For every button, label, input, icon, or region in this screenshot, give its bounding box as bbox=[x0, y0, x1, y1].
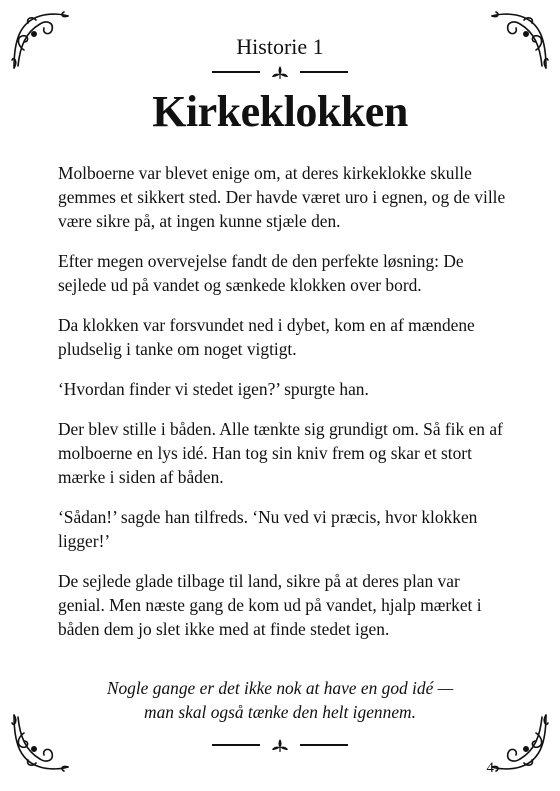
paragraph: ‘Sådan!’ sagde han tilfreds. ‘Nu ved vi præcis, hvor klokken ligger!’ bbox=[58, 507, 478, 551]
top-divider bbox=[0, 65, 560, 79]
divider-line bbox=[300, 71, 348, 73]
story-number-label: Historie 1 bbox=[236, 34, 324, 59]
story-body bbox=[58, 161, 510, 657]
paragraph: ‘Hvordan finder vi stedet igen?’ spurgte han. bbox=[58, 379, 369, 399]
paragraph: Efter megen overvejelse fandt de den perfekte løsning: De sejlede ud på vandet og sænkede klokken over bord. bbox=[58, 251, 464, 295]
divider-line bbox=[212, 744, 260, 746]
moral-line: Nogle gange er det ikke nok at have en god idé — bbox=[106, 678, 454, 698]
divider-line bbox=[212, 71, 260, 73]
paragraph: Der blev stille i båden. Alle tænkte sig grundigt om. Så fik en af molboerne en lys idé. Han tog sin kniv frem og skar et stort mærke i siden af båden. bbox=[58, 419, 503, 487]
paragraph: Molboerne var blevet enige om, at deres kirkeklokke skulle gemmes et sikkert sted. Der havde været uro i egnen, og de ville være sikre på, at ingen kunne stjæle den. bbox=[58, 163, 506, 231]
moral-line: man skal også tænke den helt igennem. bbox=[144, 702, 416, 722]
paragraph: Da klokken var forsvundet ned i dybet, kom en af mændene pludselig i tanke om noget vigtigt. bbox=[58, 315, 475, 359]
page-number: 4 bbox=[486, 760, 494, 776]
paragraph: De sejlede glade tilbage til land, sikre på at deres plan var genial. Men næste gang de kom ud på vandet, hjalp mærket i båden dem jo slet ikke med at finde stedet igen. bbox=[58, 571, 482, 639]
fleuron-icon bbox=[267, 65, 293, 79]
divider-line bbox=[300, 744, 348, 746]
fleuron-icon bbox=[267, 738, 293, 752]
bottom-divider bbox=[0, 738, 560, 752]
page-title: Kirkeklokken bbox=[152, 87, 408, 136]
story-moral bbox=[0, 676, 560, 724]
